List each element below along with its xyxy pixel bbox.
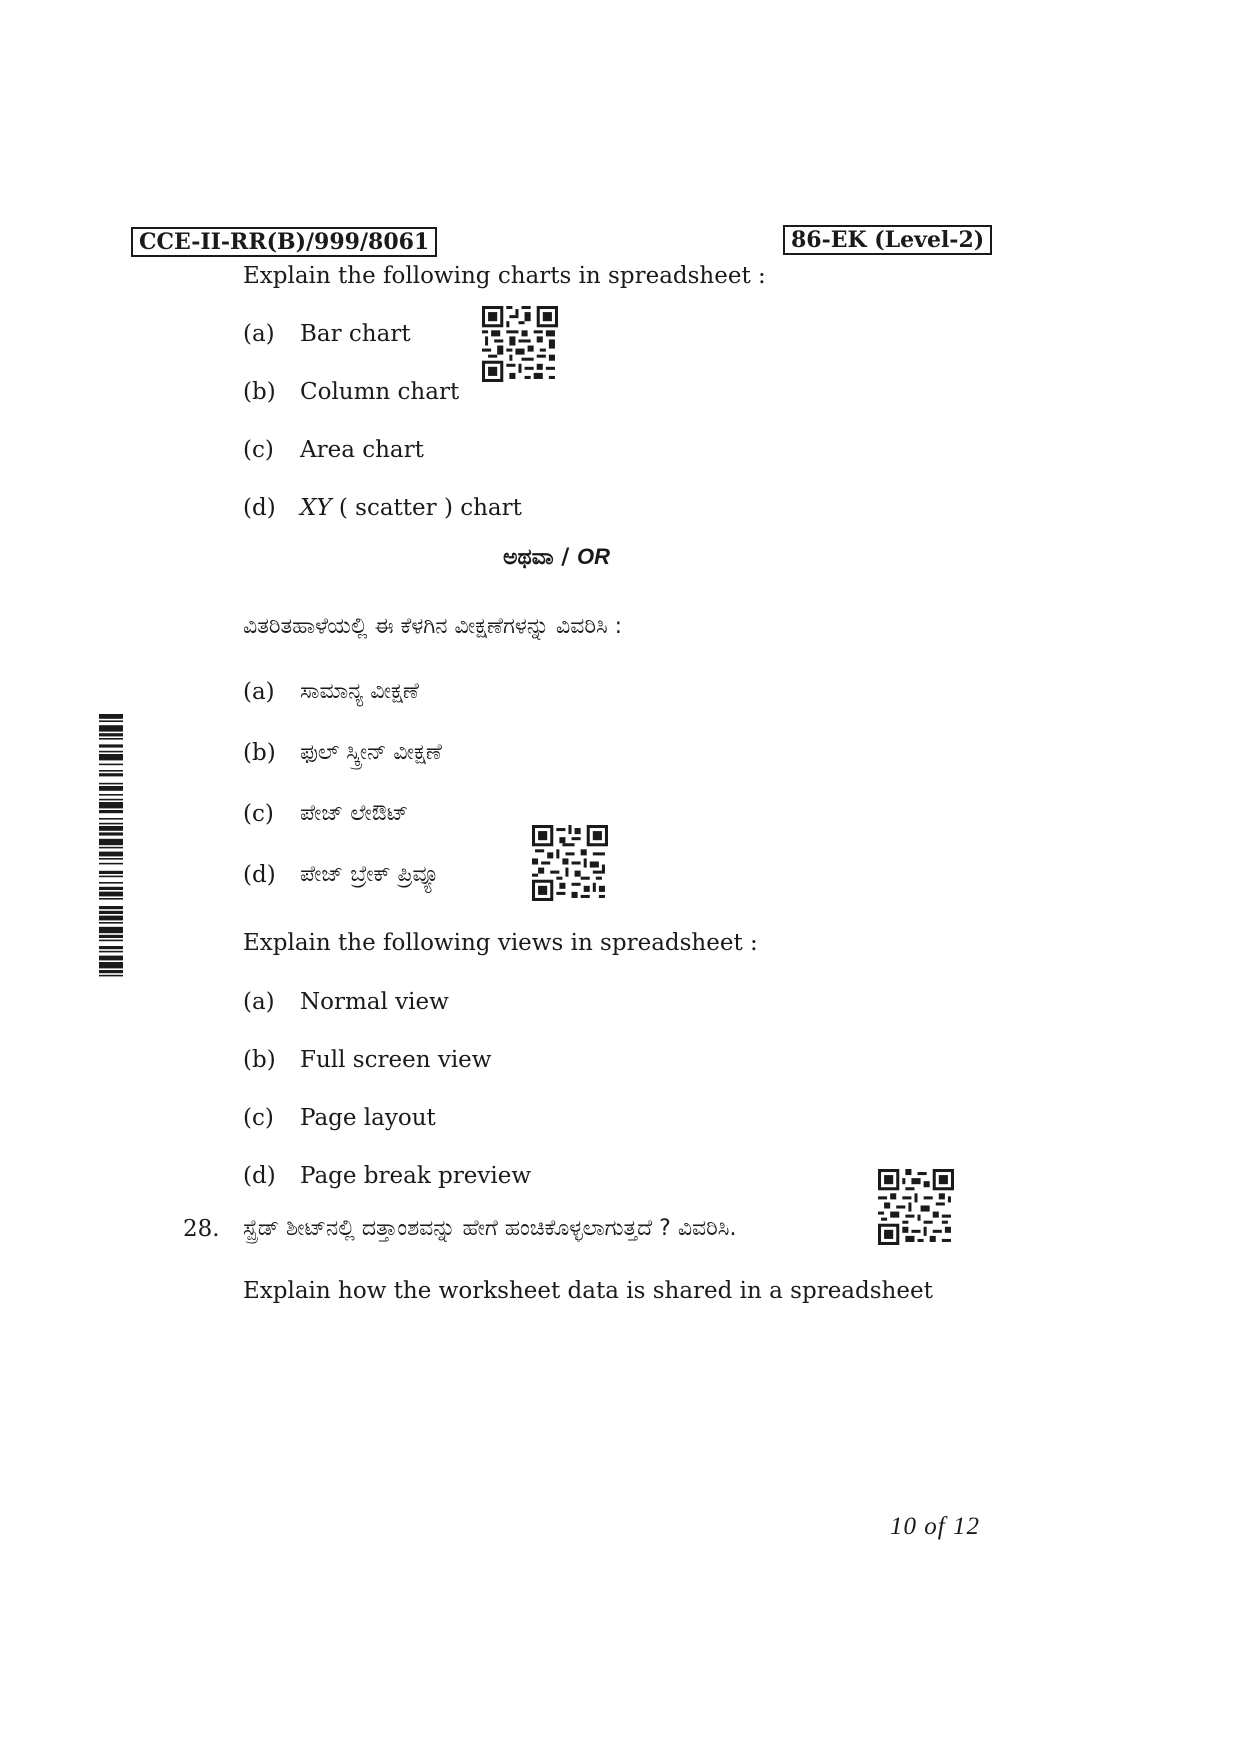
item-label: (b): [243, 740, 276, 766]
chart-item-c: [0, 436, 1241, 464]
item-text: Area chart: [300, 437, 424, 463]
paper-code: CCE-II-RR(B)/999/8061: [131, 227, 437, 257]
view-kn-item-c: [0, 800, 1241, 828]
item-label: (a): [243, 989, 275, 1015]
item-label: (c): [243, 1105, 274, 1131]
views-prompt-en: Explain the following views in spreadsheet :: [243, 930, 758, 956]
item-label: (d): [243, 862, 276, 888]
qr-code-icon: [878, 1169, 954, 1245]
item-text: ಪೇಜ್ ಲೇಔಟ್: [300, 801, 409, 826]
item-text: ಪೇಜ್ ಬ್ರೇಕ್ ಪ್ರಿವ್ಯೂ: [300, 862, 440, 887]
chart-item-d: [0, 494, 1241, 522]
item-text-rest: ( scatter ) chart: [331, 495, 522, 521]
item-text: Normal view: [300, 989, 449, 1015]
or-en: OR: [576, 544, 610, 569]
or-kn: ಅಥವಾ /: [503, 545, 577, 570]
page-number: 10 of 12: [890, 1513, 980, 1540]
question-number: 28.: [183, 1216, 220, 1242]
view-kn-item-b: [0, 739, 1241, 767]
q28-en-text: Explain how the worksheet data is shared in a spreadsheet: [243, 1278, 933, 1304]
barcode-icon: [99, 714, 123, 1114]
views-prompt-kn: ವಿತರಿತಹಾಳೆಯಲ್ಲಿ ಈ ಕೆಳಗಿನ ವೀಕ್ಷಣೆಗಳನ್ನು ವಿವರಿಸಿ :: [243, 614, 623, 639]
item-text: Page layout: [300, 1105, 436, 1131]
or-separator: [503, 544, 610, 570]
view-kn-item-d: [0, 861, 1241, 889]
view-en-item-d: [0, 1162, 1241, 1190]
view-en-item-b: [0, 1046, 1241, 1074]
item-label: (c): [243, 437, 274, 463]
item-label: (b): [243, 1047, 276, 1073]
item-label: (d): [243, 495, 276, 521]
view-en-item-c: [0, 1104, 1241, 1132]
item-text: Column chart: [300, 379, 460, 405]
level-code: 86-EK (Level-2): [783, 225, 992, 255]
item-text: Full screen view: [300, 1047, 492, 1073]
item-label: (d): [243, 1163, 276, 1189]
view-kn-item-a: [0, 678, 1241, 706]
item-text: Bar chart: [300, 321, 411, 347]
item-label: (c): [243, 801, 274, 827]
item-label: (a): [243, 321, 275, 347]
item-text: Page break preview: [300, 1163, 532, 1189]
chart-item-b: [0, 378, 1241, 406]
chart-item-a: [0, 320, 1241, 348]
qr-code-icon: [532, 825, 608, 901]
charts-prompt: Explain the following charts in spreadsheet :: [243, 263, 766, 289]
item-text: ಫುಲ್ ಸ್ಕ್ರೀನ್ ವೀಕ್ಷಣೆ: [300, 740, 442, 765]
item-text-italic: XY: [300, 495, 332, 521]
q28-kn-text: ಸ್ಪ್ರೆಡ್ ಶೀಟ್‌ನಲ್ಲಿ ದತ್ತಾಂಶವನ್ನು ಹೇಗೆ ಹಂಚಿಕೊಳ್ಳಲಾಗುತ್ತದೆ ? ವಿವರಿಸಿ.: [243, 1216, 737, 1241]
qr-code-icon: [482, 306, 558, 382]
item-text: ಸಾಮಾನ್ಯ ವೀಕ್ಷಣೆ: [300, 679, 419, 704]
item-label: (b): [243, 379, 276, 405]
view-en-item-a: [0, 988, 1241, 1016]
item-text: [300, 494, 522, 522]
item-label: (a): [243, 679, 275, 705]
